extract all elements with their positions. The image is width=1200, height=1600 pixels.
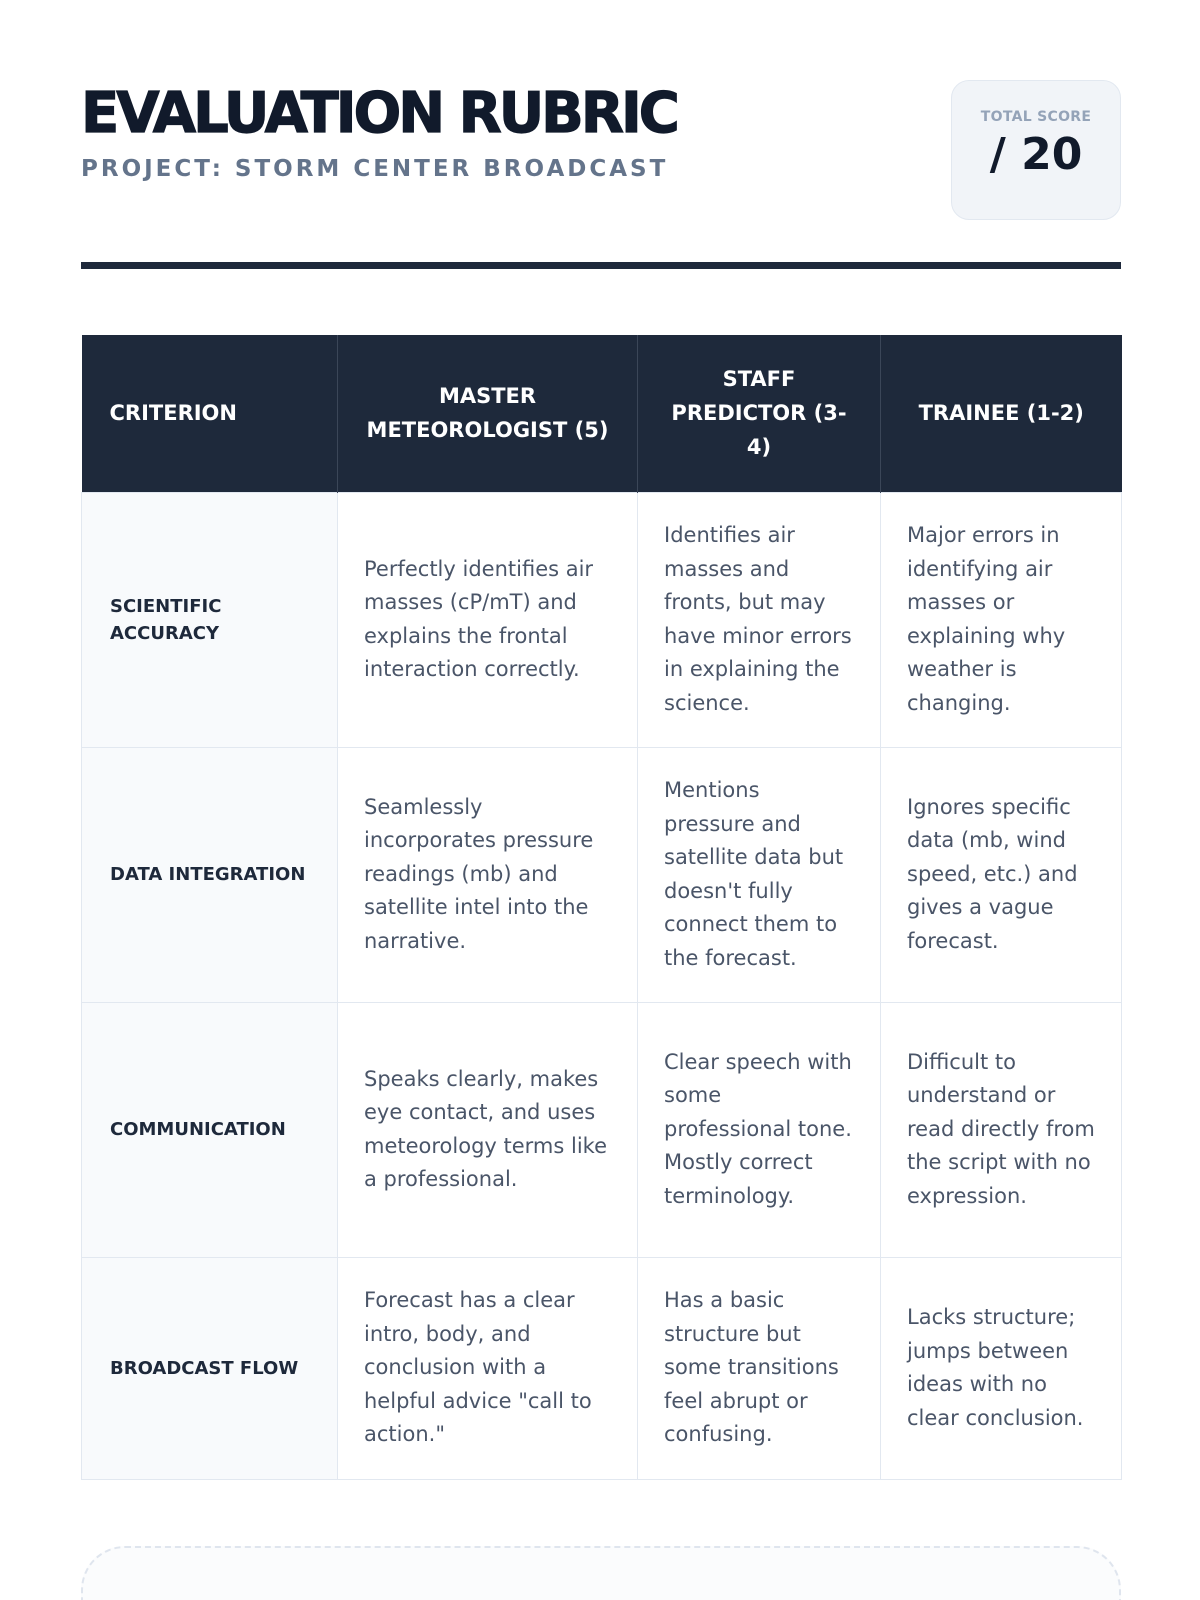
staff-cell: Identifies air masses and fronts, but may have minor errors in explaining the science. <box>638 492 881 747</box>
trainee-cell: Lacks structure; jumps between ideas with no clear conclusion. <box>881 1257 1122 1479</box>
page-header <box>81 80 1121 220</box>
column-header-trainee: TRAINEE (1-2) <box>881 335 1122 492</box>
criterion-cell: DATA INTEGRATION <box>82 747 338 1002</box>
trainee-cell: Difficult to understand or read directly from the script with no expression. <box>881 1002 1122 1257</box>
total-score-box <box>951 80 1121 220</box>
total-score-label: TOTAL SCORE <box>980 109 1092 125</box>
total-score-value: / 20 <box>989 129 1083 180</box>
column-header-master: MASTER METEOROLOGIST (5) <box>338 335 638 492</box>
column-header-staff: STAFF PREDICTOR (3-4) <box>638 335 881 492</box>
table-row <box>82 1002 1122 1257</box>
header-divider <box>81 262 1121 269</box>
master-cell: Speaks clearly, makes eye contact, and uses meteorology terms like a professional. <box>338 1002 638 1257</box>
table-row <box>82 1257 1122 1479</box>
project-subtitle: PROJECT: STORM CENTER BROADCAST <box>81 156 669 182</box>
criterion-cell: COMMUNICATION <box>82 1002 338 1257</box>
criterion-cell: SCIENTIFIC ACCURACY <box>82 492 338 747</box>
staff-cell: Has a basic structure but some transitions feel abrupt or confusing. <box>638 1257 881 1479</box>
master-cell: Seamlessly incorporates pressure readings (mb) and satellite intel into the narrative. <box>338 747 638 1002</box>
notes-box <box>81 1546 1121 1600</box>
criterion-cell: BROADCAST FLOW <box>82 1257 338 1479</box>
trainee-cell: Major errors in identifying air masses or explaining why weather is changing. <box>881 492 1122 747</box>
staff-cell: Mentions pressure and satellite data but doesn't fully connect them to the forecast. <box>638 747 881 1002</box>
column-header-criterion: CRITERION <box>82 335 338 492</box>
staff-cell: Clear speech with some professional tone. Mostly correct terminology. <box>638 1002 881 1257</box>
page-title: EVALUATION RUBRIC <box>81 81 677 146</box>
table-header-row <box>82 335 1122 492</box>
trainee-cell: Ignores specific data (mb, wind speed, etc.) and gives a vague forecast. <box>881 747 1122 1002</box>
master-cell: Forecast has a clear intro, body, and conclusion with a helpful advice "call to action." <box>338 1257 638 1479</box>
rubric-table <box>81 335 1122 1480</box>
table-row <box>82 492 1122 747</box>
table-row <box>82 747 1122 1002</box>
master-cell: Perfectly identifies air masses (cP/mT) and explains the frontal interaction correctly. <box>338 492 638 747</box>
